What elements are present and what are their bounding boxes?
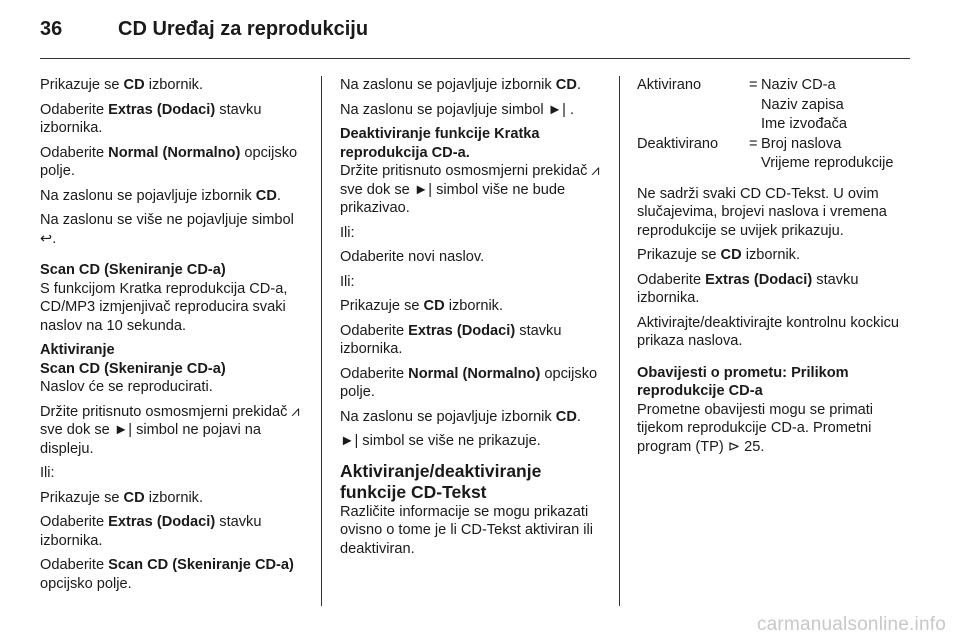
table-row: Ime izvođača: [761, 116, 847, 132]
paragraph: Ili:: [40, 465, 55, 481]
paragraph: Odaberite Normal (Normalno) opcijsko polje.: [340, 365, 598, 400]
page-title: CD Uređaj za reprodukciju: [118, 18, 369, 40]
table-row: Deaktivirano = Broj naslova: [637, 135, 842, 152]
paragraph: Ili:: [340, 224, 355, 241]
paragraph: Na zaslonu se više ne pojavljuje simbol ↩.: [40, 212, 294, 247]
paragraph: Prikazuje se CD izbornik.: [340, 298, 504, 314]
paragraph: Odaberite Extras (Dodaci) stavku izbornika.: [340, 322, 562, 357]
paragraph: Na zaslonu se pojavljuje simbol ►| .: [340, 101, 575, 118]
table-row: Vrijeme reprodukcije: [761, 155, 894, 171]
rocker-switch-icon: ⩘: [291, 403, 300, 420]
paragraph: Držite pritisnuto osmosmjerni prekidač ⩘ sve dok se ►| simbol više ne bude prikazivao.: [340, 163, 600, 216]
paragraph: Ne sadrži svaki CD CD-Tekst. U ovim slučajevima, brojevi naslova i vremena reprodukcije se uvijek prikazuju.: [637, 185, 887, 239]
table-row: Aktivirano = Naziv CD-a: [637, 77, 836, 93]
paragraph: Odaberite Extras (Dodaci) stavku izbornika.: [40, 514, 262, 549]
page-number: 36: [40, 18, 63, 40]
column-1: [40, 76, 302, 599]
paragraph: Odaberite Extras (Dodaci) stavku izbornika.: [637, 271, 859, 306]
return-arrow-icon: ↩: [40, 230, 53, 247]
section-heading-deactivate: Deaktiviranje funkcije Kratka reprodukcija CD-a.: [340, 126, 540, 161]
section-subheading-scan-cd: Scan CD (Skeniranje CD-a): [40, 360, 226, 377]
page-reference-icon: ⊳: [727, 438, 741, 455]
paragraph: Odaberite Extras (Dodaci) stavku izbornika.: [40, 101, 262, 136]
table-row: Naziv zapisa: [761, 96, 844, 113]
paragraph: Prikazuje se CD izbornik.: [637, 247, 801, 263]
paragraph: ►| simbol se više ne prikazuje.: [340, 433, 541, 449]
section-heading-activate: Aktiviranje: [40, 342, 115, 358]
paragraph: Prikazuje se CD izbornik.: [40, 489, 204, 506]
paragraph: Na zaslonu se pojavljuje izbornik CD.: [40, 187, 281, 204]
paragraph: Aktivirajte/deaktivirajte kontrolnu kockicu prikaza naslova.: [637, 314, 899, 349]
paragraph: Na zaslonu se pojavljuje izbornik CD.: [340, 77, 581, 93]
cd-text-table: [637, 76, 893, 174]
paragraph: Naslov će se reproducirati.: [40, 379, 213, 395]
paragraph: Prometne obavijesti mogu se primati tijekom reprodukcije CD-a. Prometni program (TP) ⊳ 25.: [637, 401, 874, 455]
paragraph: Odaberite Scan CD (Skeniranje CD-a) opcijsko polje.: [40, 557, 294, 592]
column-divider-1: [321, 76, 322, 606]
section-heading-cd-text: Aktiviranje/deaktiviranje funkcije CD-Tekst: [340, 460, 542, 502]
page-header: [40, 18, 920, 48]
paragraph: Odaberite novi naslov.: [340, 249, 485, 265]
column-2: [340, 76, 610, 564]
paragraph: Ili:: [340, 273, 355, 290]
section-heading-scan-cd: Scan CD (Skeniranje CD-a): [40, 262, 226, 278]
paragraph: Prikazuje se CD izbornik.: [40, 77, 204, 93]
header-rule: [40, 58, 910, 59]
paragraph: Držite pritisnuto osmosmjerni prekidač ⩘ sve dok se ►| simbol ne pojavi na displeju.: [40, 403, 300, 457]
section-heading-traffic: Obavijesti o prometu: Prilikom reprodukcije CD-a: [637, 364, 849, 399]
watermark: carmanualsonline.info: [756, 614, 946, 635]
column-divider-2: [619, 76, 620, 606]
paragraph: Na zaslonu se pojavljuje izbornik CD.: [340, 408, 581, 425]
column-3: [637, 76, 907, 462]
paragraph: Različite informacije se mogu prikazati ovisno o tome je li CD-Tekst aktiviran ili deaktiviran.: [340, 503, 594, 557]
paragraph: Odaberite Normal (Normalno) opcijsko polje.: [40, 144, 298, 179]
paragraph: S funkcijom Kratka reprodukcija CD-a, CD/MP3 izmjenjivač reproducira svaki naslov na 10 sekunda.: [40, 280, 288, 334]
rocker-switch-icon: ⩘: [591, 163, 600, 179]
